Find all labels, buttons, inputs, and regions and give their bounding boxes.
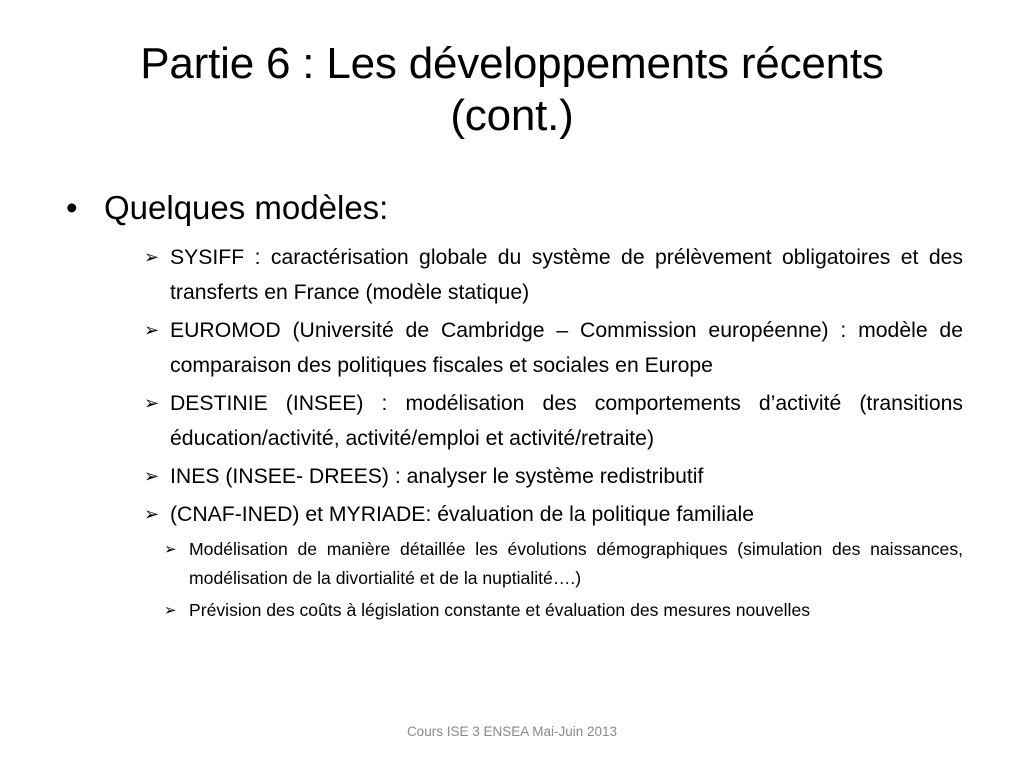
title-line-1: Partie 6 : Les développements récents: [140, 39, 884, 88]
list-item-text: EUROMOD (Université de Cambridge – Commission européenne) : modèle de comparaison des politiques fiscales et sociales en Europe: [170, 319, 963, 377]
sub-list-item-text: Prévision des coûts à législation constante et évaluation des mesures nouvelles: [189, 600, 811, 620]
list-item-ines: [144, 459, 963, 494]
arrow-bullet-icon: ➢: [144, 320, 160, 340]
slide-footer: Cours ISE 3 ENSEA Mai-Juin 2013: [406, 724, 618, 739]
list-item-text: (CNAF-INED) et MYRIADE: évaluation de la politique familiale: [170, 503, 755, 526]
sub-list-item-modelisation: [164, 535, 963, 593]
arrow-bullet-icon: ➢: [144, 247, 160, 267]
arrow-bullet-icon: ➢: [164, 602, 177, 619]
bullet-dot-icon: •: [66, 189, 78, 226]
arrow-bullet-icon: ➢: [144, 466, 160, 486]
list-item-myriade: [144, 497, 963, 532]
list-item-text: SYSIFF : caractérisation globale du système de prélèvement obligatoires et des transferts en France (modèle statique): [170, 246, 963, 304]
list-item-text: INES (INSEE- DREES) : analyser le système redistributif: [170, 465, 704, 488]
bullet-text: Quelques modèles:: [104, 189, 389, 226]
arrow-bullet-icon: ➢: [144, 393, 160, 413]
arrow-bullet-icon: ➢: [144, 504, 160, 524]
arrow-bullet-icon: ➢: [164, 541, 177, 558]
sub-list-item-prevision: [164, 596, 963, 625]
bullet-quelques-modeles: [66, 188, 963, 228]
slide-title: [51, 38, 973, 142]
slide-content: [66, 188, 963, 628]
sub-list-item-text: Modélisation de manière détaillée les évolutions démographiques (simulation des naissances, modélisation de la divortialité et de la nuptialité….): [189, 539, 963, 588]
list-item-euromod: [144, 313, 963, 383]
list-item-sysiff: [144, 240, 963, 310]
list-item-destinie: [144, 386, 963, 456]
list-item-text: DESTINIE (INSEE) : modélisation des comportements d’activité (transitions éducation/activité, activité/emploi et activité/retraite): [170, 392, 963, 450]
title-line-2: (cont.): [450, 91, 574, 140]
